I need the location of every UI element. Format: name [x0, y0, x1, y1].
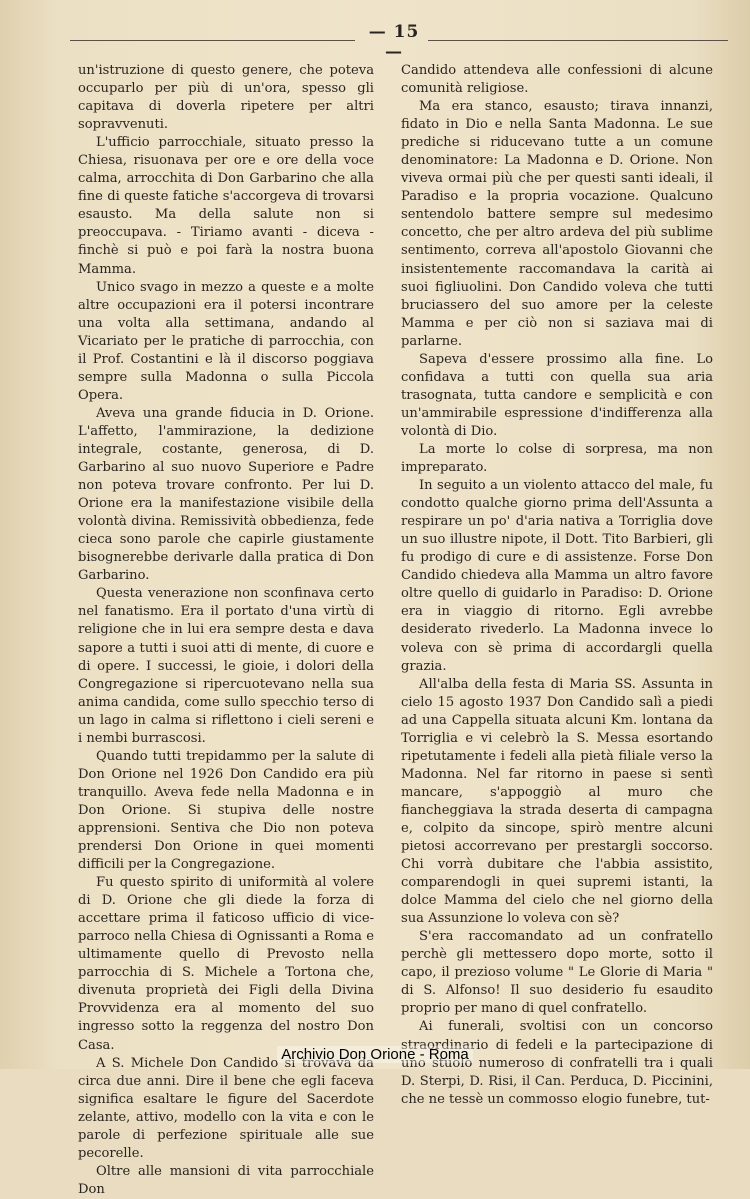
page-header [70, 22, 730, 62]
paragraph: Oltre alle mansioni di vita parrocchiale Don [78, 1163, 374, 1197]
paragraph: Fu questo spirito di uniformità al volere di D. Orione che gli diede la forza di accettare prima il faticoso ufficio di vice-parroco nella Chiesa di Ognissanti a Roma e ultimamente quello di Prevosto nella parrocchia di S. Michele a Tortona che, divenuta proprietà dei Figli della Divina Provvidenza era al momento del suo ingresso sotto la reggenza del nostro Don Casa. [78, 875, 374, 1053]
paragraph: Unico svago in mezzo a queste e a molte altre occupazioni era il potersi incontrare una volta alla settimana, andando al Vicariato per le pratiche di parrocchia, con il Prof. Costantini e là il discorso poggiava sempre sulla Madonna o sulla Piccola Opera. [78, 279, 374, 403]
page-number: — 15 — [368, 22, 420, 62]
header-rule-left [70, 40, 355, 41]
paragraph: Ma era stanco, esausto; tirava innanzi, fidato in Dio e nella Santa Madonna. Le sue prediche si riducevano tutte a un comune denominatore: La Madonna e D. Orione. Non viveva ormai più che per questi santi ideali, il Paradiso e la propria vocazione. Qualcuno sentendolo battere sempre sul medesimo concetto, che per altro ardeva del più sublime sentimento, correva all'apostolo Giovanni che insistentemente raccomandava la carità ai suoi figliuolini. Don Candido voleva che tutti bruciassero del suo amore per la celeste Mamma e per ciò non si saziava mai di parlarne. [401, 99, 713, 349]
paragraph: L'ufficio parrocchiale, situato presso la Chiesa, risuonava per ore e ore della voce calma, arrocchita di Don Garbarino che alla fine di queste fatiche s'accorgeva di trovarsi esausto. Ma della salute non si preoccupava. - Tiriamo avanti - diceva - finchè si può e poi farà la nostra buona Mamma. [78, 135, 374, 277]
paragraph: La morte lo colse di sorpresa, ma non impreparato. [401, 441, 713, 476]
paragraph: Aveva una grande fiducia in D. Orione. L'affetto, l'ammirazione, la dedizione integrale, costante, generosa, di D. Garbarino al suo nuovo Superiore e Padre non poteva trovare confronto. Per lui D. Orione era la manifestazione visibile della volontà divina. Remissività obbedienza, fede cieca sono parole che capirle giustamente bisognerebbe derivarle dalla pratica di Don Garbarino. [78, 405, 374, 584]
paragraph: All'alba della festa di Maria SS. Assunta in cielo 15 agosto 1937 Don Candido salì a piedi ad una Cappella situata alcuni Km. lontana da Torriglia e vi celebrò la S. Messa esortando ripetutamente i fedeli alla pietà filiale verso la Madonna. Nel far ritorno in paese si sentì mancare, s'appoggiò al muro che fiancheggiava la strada deserta di campagna e, colpito da sincope, spirò mentre alcuni pietosi accorrevano per prestargli soccorso. Chi vorrà dubitare che l'abbia assistito, comparendogli in quei supremi istanti, la dolce Mamma del cielo che nel giorno della sua Assunzione lo voleva con sè? [401, 676, 713, 927]
paragraph: un'istruzione di questo genere, che poteva occuparlo per più di un'ora, spesso gli capitava di doverla ripetere per altri sopravvenuti. [78, 63, 374, 133]
paragraph: In seguito a un violento attacco del male, fu condotto qualche giorno prima dell'Assunta a respirare un po' d'aria nativa a Torriglia dove un suo illustre nipote, il Dott. Tito Barbieri, gli fu prodigo di cure e di assistenze. Forse Don Candido chiedeva alla Mamma un altro favore oltre quello di guidarlo in Paradiso: D. Orione era in viaggio di ritorno. Egli avrebbe desiderato rivederlo. La Madonna invece lo voleva con sè prima di accordargli quella grazia. [401, 478, 713, 674]
archive-footer [0, 1044, 750, 1063]
header-rule-right [428, 40, 728, 41]
paragraph: Quando tutti trepidammo per la salute di Don Orione nel 1926 Don Candido era più tranquillo. Aveva fede nella Madonna e in Don Orione. Si stupiva delle nostre apprensioni. Sentiva che Dio non poteva prendersi Don Orione in quei momenti difficili per la Congregazione. [78, 748, 374, 873]
paragraph: Questa venerazione non sconfinava certo nel fanatismo. Era il portato d'una virtù di religione che in lui era sempre desta e dava sapore a tutti i suoi atti di mente, di cuore e di opere. I successi, le gioie, i dolori della Congregazione si ripercuotevano nella sua anima candida, come sullo specchio terso di un lago in calma si riflettono i cieli sereni e i nembi burrascosi. [78, 586, 374, 746]
paragraph: A S. Michele Don Candido si trovava da circa due anni. Dire il bene che egli faceva significa esaltare le figure del Sacerdote zelante, attivo, modello con la vita e con le parole di perfezione spirituale alle sue pecorelle. [78, 1055, 374, 1161]
paragraph: S'era raccomandato ad un confratello perchè gli mettessero dopo morte, sotto il capo, il prezioso volume " Le Glorie di Maria " di S. Alfonso! Il suo desiderio fu esaudito proprio per mano di quel confratello. [401, 929, 713, 1017]
archive-label: Archivio Don Orione - Roma [277, 1046, 473, 1063]
paragraph: Candido attendeva alle confessioni di alcune comunità religiose. [401, 63, 713, 97]
left-column [78, 62, 374, 1199]
paragraph: Sapeva d'essere prossimo alla fine. Lo confidava a tutti con quella sua aria trasognata, tutta candore e semplicità e con un'ammirabile espressione d'indifferenza alla volontà di Dio. [401, 351, 713, 439]
right-column [401, 62, 713, 1109]
paragraph: Ai funerali, svoltisi con un concorso straordinario di fedeli e la partecipazione di uno stuolo numeroso di confratelli tra i quali D. Sterpi, D. Risi, il Can. Perduca, D. Piccinini, che ne tessè un commosso elogio funebre, tut- [401, 1019, 713, 1107]
